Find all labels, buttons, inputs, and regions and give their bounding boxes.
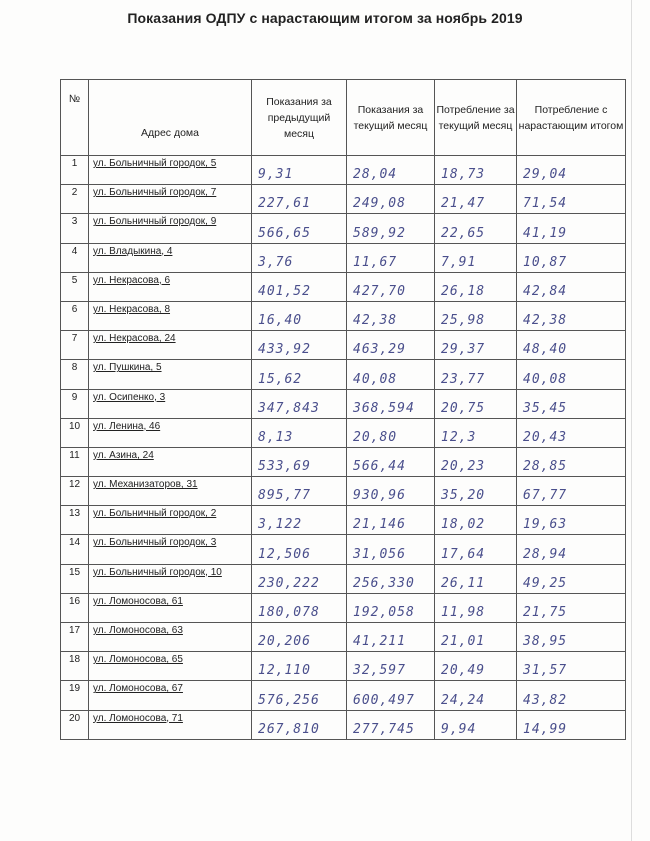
table-row xyxy=(61,214,626,243)
row-address xyxy=(89,623,252,652)
row-num: 20 xyxy=(61,710,89,739)
address-text: ул. Ломоносова, 71 xyxy=(93,712,183,724)
odpu-readings-table xyxy=(60,79,626,740)
address-text: ул. Некрасова, 8 xyxy=(93,303,171,315)
row-curr-reading: 589,92 xyxy=(347,214,435,243)
row-curr-reading: 20,80 xyxy=(347,418,435,447)
row-prev-reading: 20,206 xyxy=(252,623,347,652)
row-curr-reading: 566,44 xyxy=(347,447,435,476)
row-consumption: 24,24 xyxy=(435,681,517,710)
table-row xyxy=(61,564,626,593)
row-cumulative: 31,57 xyxy=(517,652,626,681)
address-text: ул. Механизаторов, 31 xyxy=(93,479,198,491)
row-address xyxy=(89,272,252,301)
table-header-row xyxy=(61,80,626,156)
address-text: ул. Ломоносова, 63 xyxy=(93,625,183,636)
table-row xyxy=(61,156,626,185)
row-curr-reading: 32,597 xyxy=(347,652,435,681)
row-curr-reading: 28,04 xyxy=(347,156,435,185)
table-row xyxy=(61,301,626,330)
address-text: ул. Больничный городок, 2 xyxy=(93,508,217,520)
row-cumulative: 21,75 xyxy=(517,593,626,622)
table-body xyxy=(61,156,626,740)
row-address xyxy=(89,564,252,593)
row-num: 7 xyxy=(61,331,89,360)
row-cumulative: 40,08 xyxy=(517,360,626,389)
row-curr-reading: 256,330 xyxy=(347,564,435,593)
address-text: ул. Больничный городок, 5 xyxy=(93,158,217,169)
row-num: 1 xyxy=(61,156,89,185)
row-prev-reading: 401,52 xyxy=(252,272,347,301)
header-prev: Показания за предыдущий месяц xyxy=(252,80,347,156)
page-edge-shadow xyxy=(631,0,632,841)
row-curr-reading: 368,594 xyxy=(347,389,435,418)
row-cumulative: 29,04 xyxy=(517,156,626,185)
row-cumulative: 49,25 xyxy=(517,564,626,593)
address-text: ул. Осипенко, 3 xyxy=(93,391,166,403)
row-num: 18 xyxy=(61,652,89,681)
table-row xyxy=(61,477,626,506)
row-cumulative: 20,43 xyxy=(517,418,626,447)
table-row xyxy=(61,243,626,272)
row-curr-reading: 11,67 xyxy=(347,243,435,272)
row-consumption: 35,20 xyxy=(435,477,517,506)
row-num: 2 xyxy=(61,185,89,214)
address-text: ул. Некрасова, 24 xyxy=(93,333,176,345)
row-prev-reading: 16,40 xyxy=(252,301,347,330)
row-num: 10 xyxy=(61,418,89,447)
row-prev-reading: 3,122 xyxy=(252,506,347,535)
row-consumption: 17,64 xyxy=(435,535,517,564)
row-address xyxy=(89,652,252,681)
row-prev-reading: 267,810 xyxy=(252,710,347,739)
header-curr: Показания за текущий месяц xyxy=(347,80,435,156)
row-address xyxy=(89,360,252,389)
row-num: 8 xyxy=(61,360,89,389)
table-row xyxy=(61,681,626,710)
row-cumulative: 42,84 xyxy=(517,272,626,301)
row-curr-reading: 600,497 xyxy=(347,681,435,710)
address-text: ул. Владыкина, 4 xyxy=(93,245,173,257)
row-prev-reading: 15,62 xyxy=(252,360,347,389)
row-address xyxy=(89,331,252,360)
row-consumption: 23,77 xyxy=(435,360,517,389)
row-consumption: 12,3 xyxy=(435,418,517,447)
row-cumulative: 28,94 xyxy=(517,535,626,564)
row-cumulative: 28,85 xyxy=(517,447,626,476)
page-title: Показания ОДПУ с нарастающим итогом за ноябрь 2019 xyxy=(127,10,523,26)
row-curr-reading: 249,08 xyxy=(347,185,435,214)
table-row xyxy=(61,418,626,447)
row-prev-reading: 347,843 xyxy=(252,389,347,418)
row-curr-reading: 21,146 xyxy=(347,506,435,535)
address-text: ул. Больничный городок, 7 xyxy=(93,187,217,199)
table-row xyxy=(61,506,626,535)
row-prev-reading: 8,13 xyxy=(252,418,347,447)
row-curr-reading: 427,70 xyxy=(347,272,435,301)
row-consumption: 21,01 xyxy=(435,623,517,652)
row-num: 15 xyxy=(61,564,89,593)
row-prev-reading: 576,256 xyxy=(252,681,347,710)
row-cumulative: 43,82 xyxy=(517,681,626,710)
row-address xyxy=(89,156,252,185)
row-curr-reading: 42,38 xyxy=(347,301,435,330)
address-text: ул. Ломоносова, 61 xyxy=(93,595,183,607)
row-curr-reading: 192,058 xyxy=(347,593,435,622)
row-consumption: 22,65 xyxy=(435,214,517,243)
row-num: 14 xyxy=(61,535,89,564)
table-row xyxy=(61,623,626,652)
table-row xyxy=(61,535,626,564)
row-address xyxy=(89,535,252,564)
header-num: № xyxy=(61,80,89,156)
row-address xyxy=(89,710,252,739)
row-num: 11 xyxy=(61,447,89,476)
address-text: ул. Ломоносова, 67 xyxy=(93,683,183,695)
row-curr-reading: 277,745 xyxy=(347,710,435,739)
row-cumulative: 38,95 xyxy=(517,623,626,652)
address-text: ул. Пушкина, 5 xyxy=(93,362,162,374)
row-prev-reading: 9,31 xyxy=(252,156,347,185)
row-address xyxy=(89,243,252,272)
table-row xyxy=(61,360,626,389)
table-row xyxy=(61,272,626,301)
address-text: ул. Больничный городок, 9 xyxy=(93,216,217,228)
table-row xyxy=(61,710,626,739)
row-cumulative: 14,99 xyxy=(517,710,626,739)
row-prev-reading: 3,76 xyxy=(252,243,347,272)
address-text: ул. Ленина, 46 xyxy=(93,420,161,432)
address-text: ул. Некрасова, 6 xyxy=(93,274,171,286)
row-cumulative: 48,40 xyxy=(517,331,626,360)
row-curr-reading: 463,29 xyxy=(347,331,435,360)
row-consumption: 26,11 xyxy=(435,564,517,593)
row-address xyxy=(89,506,252,535)
row-consumption: 25,98 xyxy=(435,301,517,330)
row-address xyxy=(89,389,252,418)
address-text: ул. Ломоносова, 65 xyxy=(93,654,183,666)
address-text: ул. Больничный городок, 10 xyxy=(93,566,222,578)
row-curr-reading: 40,08 xyxy=(347,360,435,389)
row-num: 4 xyxy=(61,243,89,272)
header-consumption: Потребление за текущий месяц xyxy=(435,80,517,156)
row-address xyxy=(89,301,252,330)
row-consumption: 21,47 xyxy=(435,185,517,214)
row-consumption: 11,98 xyxy=(435,593,517,622)
row-num: 3 xyxy=(61,214,89,243)
row-prev-reading: 895,77 xyxy=(252,477,347,506)
row-address xyxy=(89,185,252,214)
row-num: 5 xyxy=(61,272,89,301)
row-curr-reading: 930,96 xyxy=(347,477,435,506)
row-address xyxy=(89,214,252,243)
row-consumption: 20,23 xyxy=(435,447,517,476)
row-consumption: 18,02 xyxy=(435,506,517,535)
address-text: ул. Азина, 24 xyxy=(93,449,154,461)
table-row xyxy=(61,389,626,418)
row-num: 13 xyxy=(61,506,89,535)
row-num: 9 xyxy=(61,389,89,418)
row-num: 17 xyxy=(61,623,89,652)
row-consumption: 18,73 xyxy=(435,156,517,185)
row-prev-reading: 227,61 xyxy=(252,185,347,214)
row-prev-reading: 433,92 xyxy=(252,331,347,360)
row-cumulative: 41,19 xyxy=(517,214,626,243)
row-consumption: 20,49 xyxy=(435,652,517,681)
header-cumulative: Потребление с нарастающим итогом xyxy=(517,80,626,156)
row-cumulative: 67,77 xyxy=(517,477,626,506)
row-cumulative: 10,87 xyxy=(517,243,626,272)
table-row xyxy=(61,185,626,214)
row-num: 19 xyxy=(61,681,89,710)
row-address xyxy=(89,447,252,476)
table-row xyxy=(61,593,626,622)
row-address xyxy=(89,477,252,506)
row-consumption: 20,75 xyxy=(435,389,517,418)
row-address xyxy=(89,681,252,710)
row-curr-reading: 41,211 xyxy=(347,623,435,652)
row-prev-reading: 566,65 xyxy=(252,214,347,243)
row-num: 16 xyxy=(61,593,89,622)
table-row xyxy=(61,447,626,476)
table-row xyxy=(61,331,626,360)
address-text: ул. Больничный городок, 3 xyxy=(93,537,217,549)
row-curr-reading: 31,056 xyxy=(347,535,435,564)
row-prev-reading: 12,110 xyxy=(252,652,347,681)
row-prev-reading: 180,078 xyxy=(252,593,347,622)
row-address xyxy=(89,418,252,447)
header-address: Адрес дома xyxy=(89,80,252,156)
row-consumption: 26,18 xyxy=(435,272,517,301)
table-row xyxy=(61,652,626,681)
row-prev-reading: 230,222 xyxy=(252,564,347,593)
row-consumption: 29,37 xyxy=(435,331,517,360)
row-num: 12 xyxy=(61,477,89,506)
row-cumulative: 19,63 xyxy=(517,506,626,535)
row-consumption: 9,94 xyxy=(435,710,517,739)
row-prev-reading: 533,69 xyxy=(252,447,347,476)
row-cumulative: 35,45 xyxy=(517,389,626,418)
row-address xyxy=(89,593,252,622)
row-consumption: 7,91 xyxy=(435,243,517,272)
row-num: 6 xyxy=(61,301,89,330)
row-cumulative: 42,38 xyxy=(517,301,626,330)
row-prev-reading: 12,506 xyxy=(252,535,347,564)
row-cumulative: 71,54 xyxy=(517,185,626,214)
